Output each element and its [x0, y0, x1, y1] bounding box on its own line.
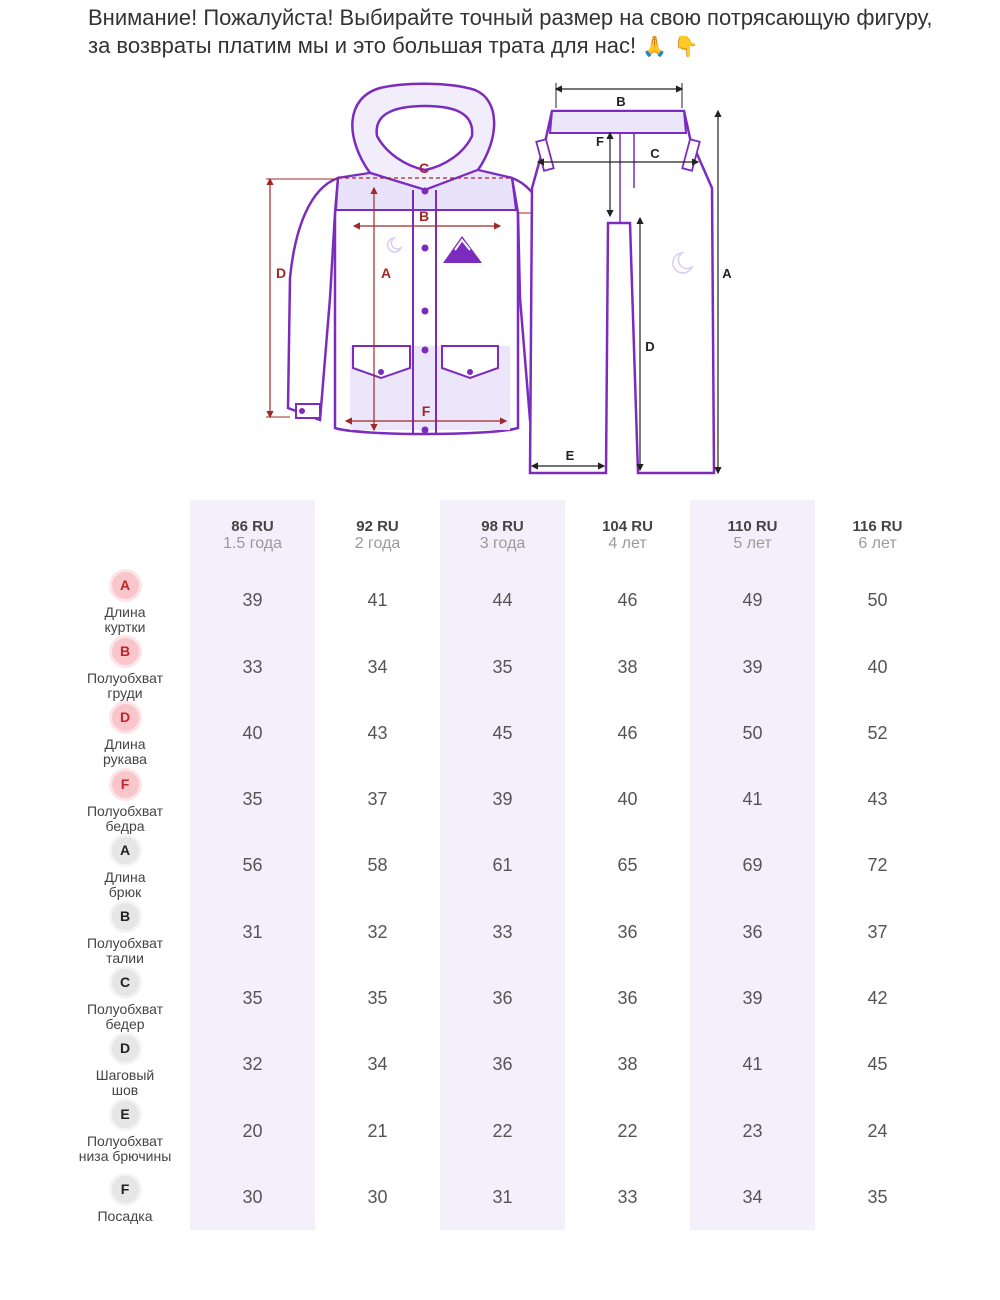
row-label-text: Полуобхват низа брючины	[78, 1133, 172, 1164]
value-cell: 50	[867, 590, 888, 610]
value-cell: 46	[617, 590, 638, 610]
svg-text:D: D	[645, 339, 655, 354]
size-label: 98 RU	[481, 518, 524, 535]
value-cell: 35	[367, 988, 388, 1008]
size-header-92	[315, 518, 440, 553]
row-label-hip-jacket	[60, 771, 190, 834]
row-label-pants-length	[60, 837, 190, 900]
row-label-text: Полуобхват талии	[86, 935, 164, 966]
row-label-rise	[60, 1176, 190, 1224]
value-cell: 35	[867, 1187, 888, 1207]
notice-text: Внимание! Пожалуйста! Выбирайте точный размер на свою потрясающую фигуру, за возвраты платим мы и это большая трата для нас!	[88, 5, 933, 58]
size-notice	[88, 4, 958, 60]
value-cell: 46	[617, 723, 638, 743]
value-cell: 31	[492, 1187, 513, 1207]
value-cell: 56	[242, 855, 263, 875]
value-cell: 65	[617, 855, 638, 875]
value-cell: 72	[867, 855, 888, 875]
measure-badge-a: A	[112, 572, 139, 599]
value-cell: 69	[742, 855, 763, 875]
jacket-drawing	[288, 84, 562, 434]
measure-badge-f: F	[112, 1176, 139, 1203]
row-label-text: Посадка	[97, 1208, 153, 1224]
value-cell: 33	[617, 1187, 638, 1207]
svg-text:C: C	[650, 146, 660, 161]
value-cell: 37	[867, 922, 888, 942]
row-label-text: Длина куртки	[104, 604, 146, 635]
row-label-text: Длина рукава	[103, 736, 147, 767]
measurement-diagram	[250, 78, 750, 480]
value-cell: 43	[867, 789, 888, 809]
value-cell: 40	[867, 657, 888, 677]
value-cell: 21	[367, 1121, 388, 1141]
value-cell: 20	[242, 1121, 263, 1141]
value-cell: 40	[242, 723, 263, 743]
value-cell: 33	[242, 657, 263, 677]
value-cell: 23	[742, 1121, 763, 1141]
svg-text:B: B	[616, 94, 626, 109]
svg-text:C: C	[418, 160, 430, 176]
size-label: 110 RU	[727, 518, 778, 535]
svg-text:D: D	[275, 265, 287, 281]
value-cell: 41	[742, 789, 763, 809]
size-label: 92 RU	[356, 518, 399, 535]
value-cell: 44	[492, 590, 513, 610]
value-cell: 38	[617, 657, 638, 677]
age-label: 3 года	[479, 535, 526, 552]
size-header-116	[815, 518, 940, 553]
measure-badge-b: B	[112, 903, 139, 930]
svg-text:A: A	[380, 265, 392, 281]
svg-text:A: A	[722, 266, 732, 281]
svg-text:F: F	[421, 403, 431, 419]
svg-text:B: B	[418, 208, 430, 224]
value-cell: 30	[367, 1187, 388, 1207]
value-cell: 33	[492, 922, 513, 942]
size-label: 86 RU	[231, 518, 274, 535]
row-label-jacket-length	[60, 572, 190, 635]
value-cell: 49	[742, 590, 763, 610]
value-cell: 45	[492, 723, 513, 743]
value-cell: 22	[492, 1121, 513, 1141]
measure-badge-d: D	[112, 704, 139, 731]
measure-badge-a: A	[112, 837, 139, 864]
value-cell: 32	[242, 1054, 263, 1074]
value-cell: 52	[867, 723, 888, 743]
value-cell: 50	[742, 723, 763, 743]
svg-text:F: F	[596, 134, 604, 149]
row-label-text: Полуобхват бедра	[86, 803, 164, 834]
size-header-98	[440, 518, 565, 553]
size-header-104	[565, 518, 690, 553]
pants-drawing	[530, 111, 714, 473]
row-label-chest	[60, 638, 190, 701]
measure-badge-d: D	[112, 1035, 139, 1062]
age-label: 6 лет	[858, 535, 897, 552]
value-cell: 41	[367, 590, 388, 610]
row-label-text: Полуобхват бедер	[86, 1001, 164, 1032]
value-cell: 42	[867, 988, 888, 1008]
age-label: 1.5 года	[223, 535, 282, 552]
value-cell: 43	[367, 723, 388, 743]
row-label-text: Полуобхват груди	[86, 670, 164, 701]
value-cell: 22	[617, 1121, 638, 1141]
value-cell: 36	[742, 922, 763, 942]
value-cell: 35	[492, 657, 513, 677]
value-cell: 36	[492, 988, 513, 1008]
row-label-hips-pants	[60, 969, 190, 1032]
pray-point-down-emoji: 🙏 👇	[642, 34, 699, 58]
value-cell: 31	[242, 922, 263, 942]
measure-badge-e: E	[112, 1101, 139, 1128]
row-label-leg-opening	[60, 1101, 190, 1164]
value-cell: 34	[367, 1054, 388, 1074]
row-label-text: Шаговый шов	[95, 1067, 155, 1098]
measure-badge-b: B	[112, 638, 139, 665]
measure-badge-c: C	[112, 969, 139, 996]
value-cell: 34	[742, 1187, 763, 1207]
value-cell: 34	[367, 657, 388, 677]
size-label: 104 RU	[602, 518, 653, 535]
value-cell: 30	[242, 1187, 263, 1207]
size-header-86	[190, 518, 315, 553]
svg-text:E: E	[565, 448, 575, 463]
value-cell: 40	[617, 789, 638, 809]
value-cell: 32	[367, 922, 388, 942]
value-cell: 39	[742, 657, 763, 677]
value-cell: 35	[242, 789, 263, 809]
row-label-waist	[60, 903, 190, 966]
measure-badge-f: F	[112, 771, 139, 798]
value-cell: 36	[617, 988, 638, 1008]
size-header-110	[690, 518, 815, 553]
value-cell: 35	[242, 988, 263, 1008]
value-cell: 41	[742, 1054, 763, 1074]
value-cell: 39	[242, 590, 263, 610]
value-cell: 39	[742, 988, 763, 1008]
age-label: 4 лет	[608, 535, 647, 552]
age-label: 2 года	[354, 535, 401, 552]
value-cell: 38	[617, 1054, 638, 1074]
row-label-inseam	[60, 1035, 190, 1098]
value-cell: 24	[867, 1121, 888, 1141]
value-cell: 45	[867, 1054, 888, 1074]
size-label: 116 RU	[852, 518, 903, 535]
row-label-sleeve	[60, 704, 190, 767]
value-cell: 36	[617, 922, 638, 942]
age-label: 5 лет	[733, 535, 772, 552]
row-label-text: Длина брюк	[104, 869, 146, 900]
value-cell: 37	[367, 789, 388, 809]
value-cell: 58	[367, 855, 388, 875]
value-cell: 39	[492, 789, 513, 809]
value-cell: 36	[492, 1054, 513, 1074]
value-cell: 61	[492, 855, 513, 875]
